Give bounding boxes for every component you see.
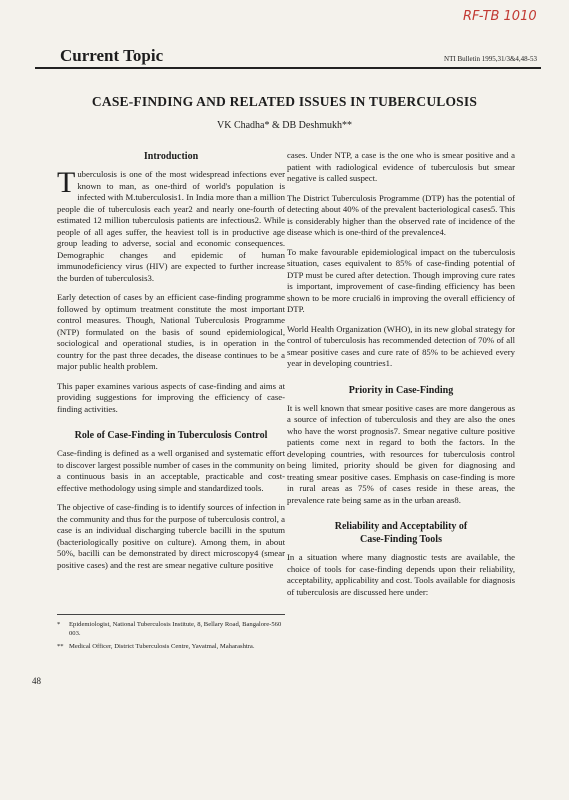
- reliability-heading-line-1: Reliability and Acceptability of: [334, 521, 468, 532]
- footnote-1: [57, 620, 285, 638]
- intro-paragraph-2: Early detection of cases by an efficient case-finding programme followed by optimum treatment constitute the most important control measures. Though, National Tuberculosis Programme (NTP) formulated on the basis of sound epidemiological, sociological and operational studies, is in operation in the country for the past three decades, the disease continues to be a major public health problem.: [57, 292, 285, 371]
- right-paragraph-3: To make favourable epidemiological impact on the tuberculosis situation, cases equivalent to 85% of case-finding potential of DTP must be cured after detection. Though improving cure rates is important, improvement of case-finding efficiency has been shown to be more crucial6 in improving the overall efficiency of DTP.: [287, 246, 515, 314]
- handwritten-note: [463, 6, 547, 24]
- right-paragraph-6: In a situation where many diagnostic tests are available, the choice of tools for case-finding depends upon their reliability, acceptability, applicability and cost. Tools available for diagnosis of tuberculosis are discussed here under:: [287, 552, 515, 597]
- reliability-heading-line-2: Case-Finding Tools: [360, 534, 442, 545]
- intro-paragraph-1-text: uberculosis is one of the most widespread infections ever known to man, as one-third of world's population is infected with M.tuberculosis1. In India more than a million people die of tuberculosis each year2 and nearly one-fourth of estimated 12 million tuberculosis patients are infectious2. While people of all ages suffer, the heaviest toll is in productive age group leading to adverse, social and economic consequences. Demographic changes and epidemic of human immunodeficiency virus (HIV) are expected to further increase the burden of tuberculosis3.: [57, 169, 285, 283]
- svg-text:RF-TB 1010: RF-TB 1010: [463, 9, 537, 24]
- page-number: 48: [32, 676, 41, 686]
- role-heading: Role of Case-Finding in Tuberculosis Control: [74, 430, 268, 441]
- footnote-rule: [57, 614, 285, 615]
- intro-paragraph-3: This paper examines various aspects of case-finding and aims at providing suggestions for improving the efficiency of case-finding activities.: [57, 380, 285, 414]
- intro-paragraph-1: [57, 166, 285, 284]
- right-paragraph-5: It is well known that smear positive cases are more dangerous as a source of infection of tuberculosis and they are also the ones who have the worst prognosis7. Smear negative culture positive patients come next in regard to both the factors. In the developing countries, with resources for tuberculosis control being limited, priority should be given for diagnosing and treating smear positive cases. Emphasis on case-finding is more in rural areas as 75% of cases reside in these areas, the prevalence rate being same as in the urban areas8.: [287, 402, 515, 505]
- footnote-marker: *: [57, 621, 61, 628]
- header-rule: [35, 67, 541, 69]
- priority-heading: Priority in Case-Finding: [348, 384, 454, 396]
- drop-cap: T: [57, 166, 76, 199]
- right-paragraph-2: The District Tuberculosis Programme (DTP) has the potential of detecting about 40% of the prevalent bacteriological cases5. This is considerably higher than the observed rate of incidence of the disease which is one-third of the prevalence4.: [287, 192, 515, 237]
- role-paragraph-2: The objective of case-finding is to identify sources of infection in the community and thus for the purpose of tuberculosis control, a case is an individual discharging tubercle bacilli in the sputum (bacteriologically positive on culture). Among them, in about 50%, bacilli can be demonstrated by direct microscopy4 (smear positive cases) and the rest are smear negative culture positive: [57, 502, 285, 570]
- article-authors: VK Chadha* & DB Deshmukh**: [217, 120, 352, 131]
- right-column: [287, 150, 515, 606]
- introduction-heading: Introduction: [143, 151, 199, 162]
- footnote-marker: **: [57, 643, 64, 650]
- role-paragraph-1: Case-finding is defined as a well organised and systematic effort to discover largest possible number of cases in the community on a continuous basis in an acceptable, practicable and cost-effective methodology using simple and standardized tools.: [57, 448, 285, 493]
- footnote-2: [57, 642, 285, 651]
- right-paragraph-4: World Health Organization (WHO), in its new global strategy for control of tuberculosis has recommended detection of 70% of all smear positive cases and cure rate of 85% to be achieved every year in developing countries1.: [287, 323, 515, 368]
- footnotes: [57, 620, 285, 655]
- section-label: Current Topic: [60, 46, 164, 65]
- left-column: [57, 150, 285, 579]
- right-paragraph-1: cases. Under NTP, a case is the one who is smear positive and a patient with radiological evidence of tuberculosis but smear negative is called suspect.: [287, 150, 515, 183]
- article-title: CASE-FINDING AND RELATED ISSUES IN TUBERCULOSIS: [91, 94, 478, 109]
- footnote-text: Medical Officer, District Tuberculosis Centre, Yavatmal, Maharashtra.: [69, 643, 255, 650]
- footnote-text: Epidemiologist, National Tuberculosis Institute, 8, Bellary Road, Bangalore-560 003.: [69, 621, 282, 637]
- journal-reference: NTI Bulletin 1995,31/3&4,48-53: [444, 55, 537, 63]
